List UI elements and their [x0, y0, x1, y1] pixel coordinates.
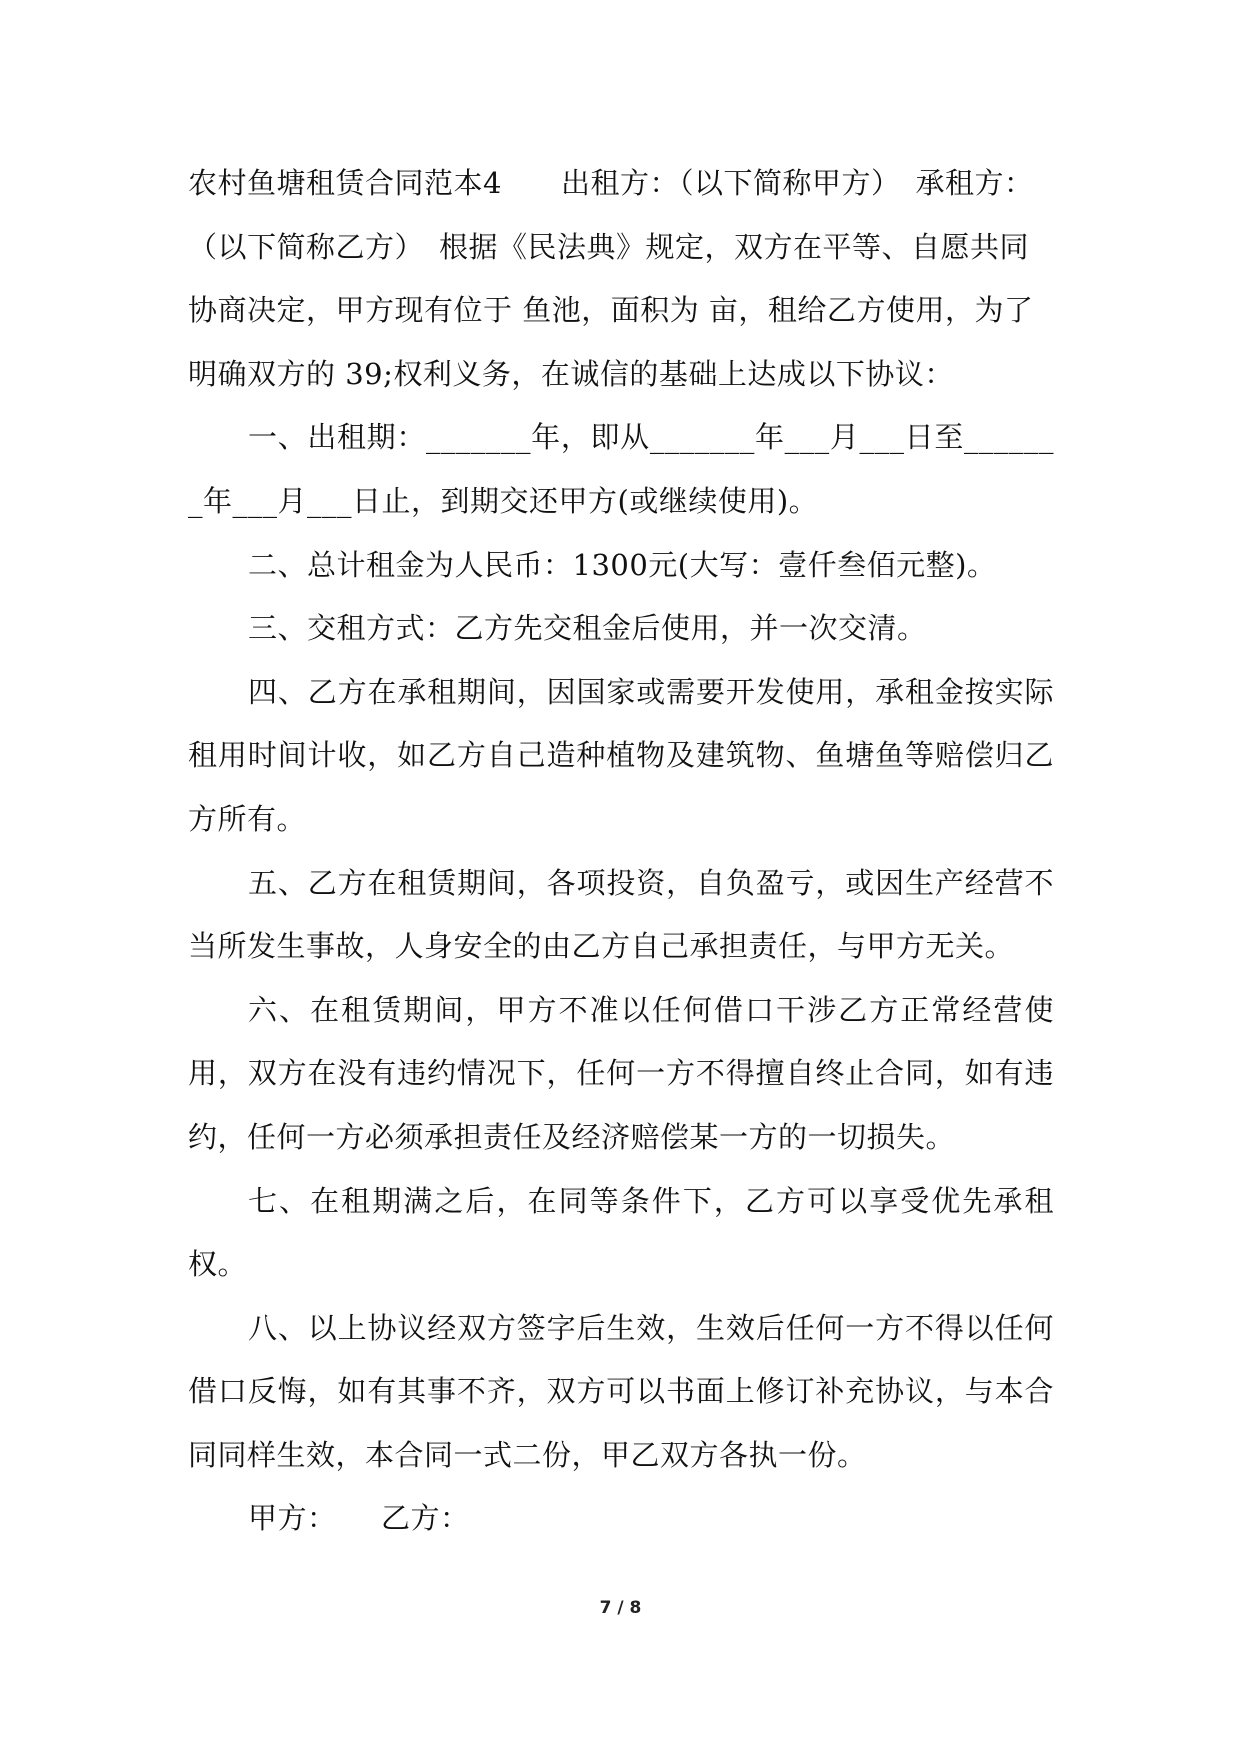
- clause-payment-method: 三、交租方式：乙方先交租金后使用，并一次交清。: [248, 611, 927, 646]
- contract-body: [188, 152, 1054, 1551]
- clause-total-rent: 二、总计租金为人民币：1300元(大写：壹仟叁佰元整)。: [248, 547, 997, 582]
- clause-lease-term: 一、出租期：_______年，即从_______年___月___日至_______年___月___日止，到期交还甲方(或继续使用)。: [188, 420, 1054, 518]
- page-number: 7 / 8: [599, 1598, 642, 1618]
- clause-state-development: 四、乙方在承租期间，因国家或需要开发使用，承租金按实际租用时间计收，如乙方自己造种植物及建筑物、鱼塘鱼等赔偿归乙方所有。: [188, 674, 1054, 836]
- clause-investment-risk: 五、乙方在租赁期间，各项投资，自负盈亏，或因生产经营不当所发生事故，人身安全的由乙方自己承担责任，与甲方无关。: [188, 865, 1054, 964]
- clause-no-interference: 六、在租赁期间，甲方不准以任何借口干涉乙方正常经营使用，双方在没有违约情况下，任何一方不得擅自终止合同，如有违约，任何一方必须承担责任及经济赔偿某一方的一切损失。: [188, 992, 1054, 1154]
- clause-renewal-priority: 七、在租期满之后，在同等条件下，乙方可以享受优先承租权。: [188, 1183, 1054, 1282]
- signature-line: 甲方： 乙方：: [248, 1501, 470, 1536]
- clause-effectiveness: 八、以上协议经双方签字后生效，生效后任何一方不得以任何借口反悔，如有其事不齐，双方可以书面上修订补充协议，与本合同同样生效，本合同一式二份，甲乙双方各执一份。: [188, 1310, 1054, 1472]
- contract-intro-paragraph: 农村鱼塘租赁合同范本4 出租方：（以下简称甲方） 承租方：（以下简称乙方） 根据《民法典》规定，双方在平等、自愿共同协商决定，甲方现有位于 鱼池，面积为 亩，租给乙方使用，为了明确双方的 39;权利义务，在诚信的基础上达成以下协议：: [188, 166, 1034, 391]
